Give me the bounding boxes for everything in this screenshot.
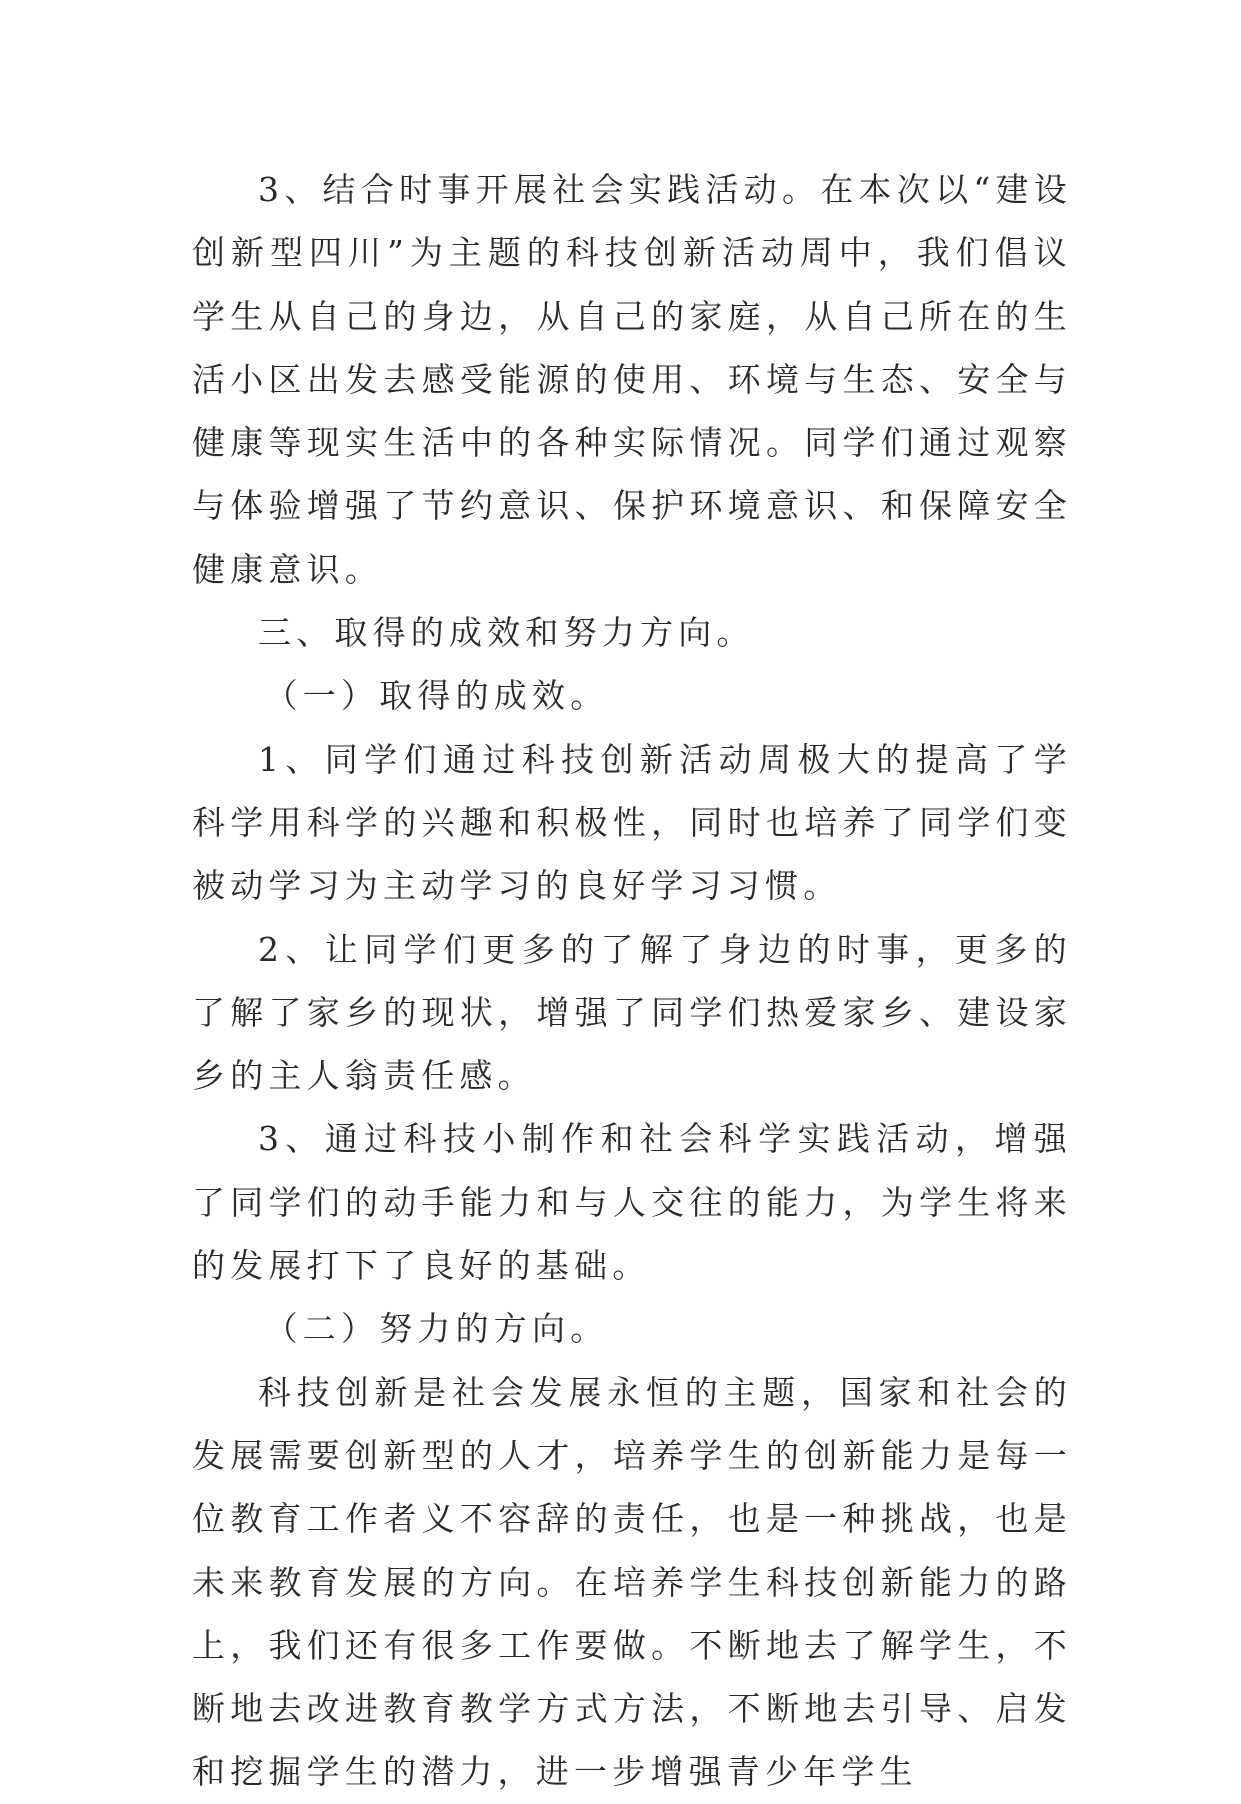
paragraph-achievement-1: 1、同学们通过科技创新活动周极大的提高了学科学用科学的兴趣和积极性，同时也培养了同学们变被动学习为主动学习的良好学习习惯。 [192, 739, 1072, 906]
section-heading-results: 三、取得的成效和努力方向。 [258, 613, 755, 653]
paragraph-achievement-3: 3、通过科技小制作和社会科学实践活动，增强了同学们的动手能力和与人交往的能力，为学生将来的发展打下了良好的基础。 [192, 1119, 1072, 1286]
paragraph-direction: 科技创新是社会发展永恒的主题，国家和社会的发展需要创新型的人才，培养学生的创新能力是每一位教育工作者义不容辞的责任，也是一种挑战，也是未来教育发展的方向。在培养学生科技创新能力的路上，我们还有很多工作要做。不断地去了解学生，不断地去改进教育教学方式方法，不断地去引导、启发和挖掘学生的潜力，进一步增强青少年学生 [192, 1372, 1072, 1792]
subsection-heading-direction: （二）努力的方向。 [264, 1309, 609, 1349]
subsection-heading-achievements: （一）取得的成效。 [264, 676, 609, 716]
paragraph-achievement-2: 2、让同学们更多的了解了身边的时事，更多的了解了家乡的现状，增强了同学们热爱家乡、建设家乡的主人翁责任感。 [192, 929, 1072, 1096]
paragraph-social-practice: 3、结合时事开展社会实践活动。在本次以“建设创新型四川”为主题的科技创新活动周中，我们倡议学生从自己的身边，从自己的家庭，从自己所在的生活小区出发去感受能源的使用、环境与生态、安全与健康等现实生活中的各种实际情况。同学们通过观察与体验增强了节约意识、保护环境意识、和保障安全健康意识。 [192, 170, 1072, 589]
document-body [192, 158, 1072, 1804]
